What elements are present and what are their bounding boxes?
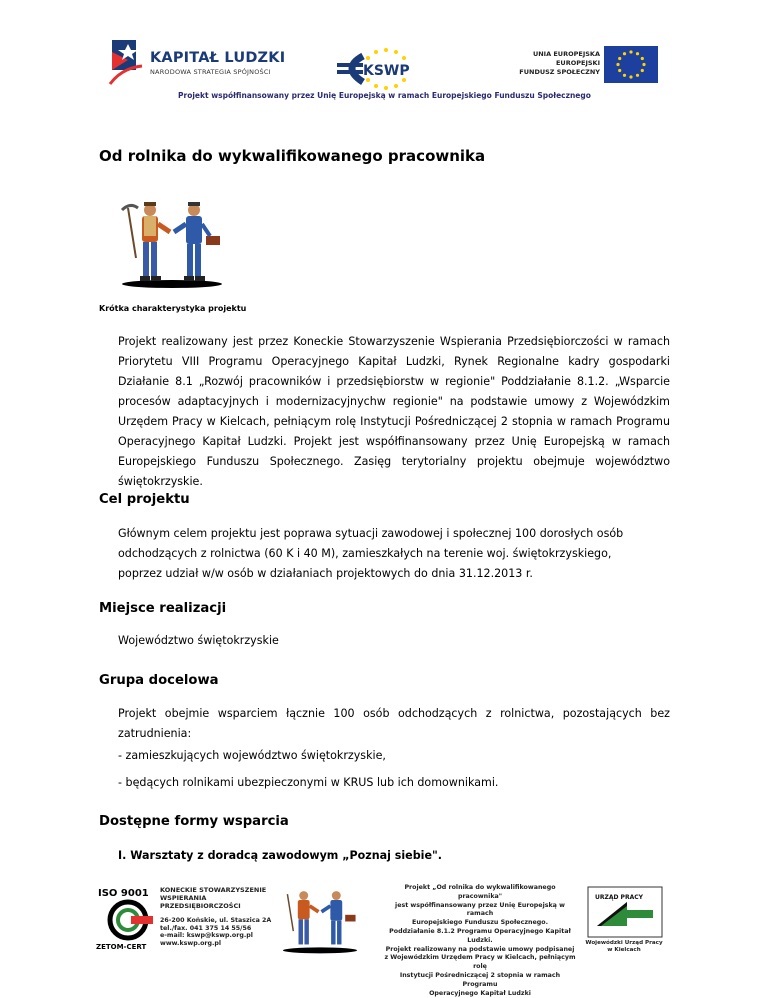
kswp-logo-text: KSWP <box>363 63 410 79</box>
section-heading-formy: Dostępne formy wsparcia <box>99 814 289 829</box>
kapital-ludzki-subtitle: NARODOWA STRATEGIA SPÓJNOŚCI <box>150 68 271 76</box>
workers-handshake-footer-icon <box>280 885 360 955</box>
eu-line-1: UNIA EUROPEJSKA <box>532 50 600 58</box>
footer-project-line-4: Poddziałanie 8.1.2 Programu Operacyjnego Kapitał Ludzki. <box>389 927 571 944</box>
zetom-cert-label: ZETOM-CERT <box>96 943 147 951</box>
kapital-ludzki-logo-icon <box>108 40 148 86</box>
intro-paragraph: Projekt realizowany jest przez Koneckie Stowarzyszenie Wspierania Przedsiębiorczości w ramach Priorytetu VIII Programu Operacyjnego Kapitał Ludzki, Rynek Regionalne kadry gospodarki Działanie 8.1 „Rozwój pracowników i przedsiębiorstw w regionie" Poddziałanie 8.1.2. „Wsparcie procesów adaptacyjnych i modernizacyjnychw regionie" na podstawie umowy z Wojewódzkim Urzędem Pracy w Kielcach, pełniącym rolę Instytucji Pośredniczącej 2 stopnia w ramach Programu Operacyjnego Kapitał Ludzki. Projekt jest współfinansowany przez Unię Europejską w ramach Europejskiego Funduszu Społecznego. Zasięg terytorialny projektu obejmuje województwo świętokrzyskie. <box>118 335 670 488</box>
workers-handshake-icon <box>118 198 226 288</box>
zetom-cert-logo-icon <box>101 896 156 942</box>
cel-line-3: poprzez udział w/w osób w działaniach projektowych do dnia 31.12.2013 r. <box>118 567 533 580</box>
cofinance-banner: Projekt współfinansowany przez Unię Europejską w ramach Europejskiego Funduszu Społecznego <box>178 91 591 100</box>
eu-line-2: EUROPEJSKI <box>555 59 600 67</box>
org-phone: tel./fax. 041 375 14 55/56 <box>160 924 252 932</box>
page-title: Od rolnika do wykwalifikowanego pracownika <box>99 147 486 165</box>
up-caption <box>583 940 665 954</box>
footer-project-line-7: Instytucji Pośredniczącej 2 stopnia w ramach Programu <box>399 971 561 988</box>
org-website: www.kswp.org.pl <box>160 939 222 947</box>
footer-project-line-1: Projekt „Od rolnika do wykwalifikowanego pracownika" <box>404 884 556 900</box>
footer-project-line-5: Projekt realizowany na podstawie umowy podpisanej <box>385 945 575 953</box>
org-name: KONECKIE STOWARZYSZENIE WSPIERANIA PRZEDSIĘBIORCZOŚCI <box>160 886 267 910</box>
footer-project-line-2: jest współfinansowany przez Unię Europejską w ramach <box>395 901 565 918</box>
eu-label <box>500 50 600 77</box>
org-address-line-1: 26-200 Końskie, ul. Staszica 2A <box>160 917 272 924</box>
iso-label: ISO 9001 <box>98 888 149 899</box>
org-address <box>160 917 280 947</box>
eu-flag-icon <box>604 46 658 83</box>
miejsce-text: Województwo świętokrzyskie <box>118 634 279 647</box>
kapital-ludzki-title: KAPITAŁ LUDZKI <box>150 50 286 66</box>
org-email: e-mail: kswp@kswp.org.pl <box>160 932 253 939</box>
grupa-item-1: - zamieszkujących województwo świętokrzyskie, <box>118 749 386 762</box>
grupa-intro: Projekt obejmie wsparciem łącznie 100 osób odchodzących z rolnictwa, pozostających bez zatrudnienia: <box>118 707 670 740</box>
section-heading-grupa: Grupa docelowa <box>99 673 219 688</box>
up-caption-line-2: w Kielcach <box>607 947 641 953</box>
section-heading-miejsce: Miejsce realizacji <box>99 601 227 616</box>
footer-project-line-8: Operacyjnego Kapitał Ludzki <box>429 989 531 997</box>
formy-item-1: I. Warsztaty z doradcą zawodowym „Poznaj siebie". <box>118 849 442 862</box>
urzad-pracy-label: URZĄD PRACY <box>595 894 643 901</box>
urzad-pracy-logo-icon <box>587 886 663 938</box>
cel-line-2: odchodzących z rolnictwa (60 K i 40 M), zamieszkałych na terenie woj. świętokrzyskiego, <box>118 547 612 560</box>
grupa-item-2: - będących rolnikami ubezpieczonymi w KRUS lub ich domownikami. <box>118 776 499 789</box>
footer-project-line-3: Europejskiego Funduszu Społecznego. <box>412 919 548 927</box>
up-caption-line-1: Wojewódzki Urząd Pracy <box>585 940 663 946</box>
kswp-logo-icon <box>333 46 439 90</box>
short-description-label: Krótka charakterystyka projektu <box>99 304 247 313</box>
footer-project-line-6: z Wojewódzkim Urzędem Pracy w Kielcach, pełniącym rolę <box>384 954 576 971</box>
cel-line-1: Głównym celem projektu jest poprawa sytuacji zawodowej i społecznej 100 dorosłych osób <box>118 527 624 540</box>
section-heading-cel: Cel projektu <box>99 492 190 507</box>
footer-project-note <box>382 884 578 998</box>
eu-line-3: FUNDUSZ SPOŁECZNY <box>519 68 600 76</box>
